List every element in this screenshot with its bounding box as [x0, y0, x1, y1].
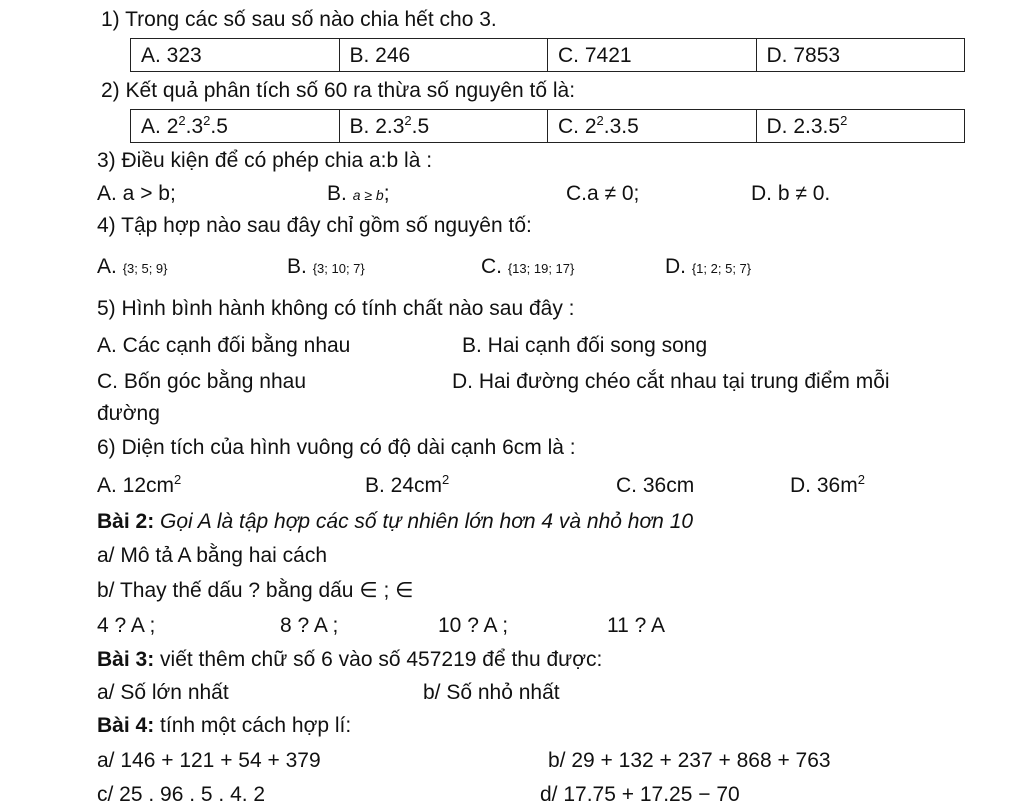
q2-option-d: D. 2.3.5$^2$ [756, 110, 965, 143]
q1-option-d: D. 7853 [756, 39, 965, 72]
bai2-item-11: 11 ? A [607, 614, 665, 637]
bai2-heading: Bài 2: Gọi A là tập hợp các số tự nhiên lớn hơn 4 và nhỏ hơn 10 [97, 510, 694, 533]
bai4-part-b: b/ 29 + 132 + 237 + 868 + 763 [548, 749, 831, 772]
q5-option-c: C. Bốn góc bằng nhau [97, 370, 306, 393]
q4-option-c: C. {13; 19; 17} [481, 255, 575, 278]
q1-option-a: A. 323 [131, 39, 340, 72]
q1-option-c: C. 7421 [548, 39, 757, 72]
q3-option-c: C.a ≠ 0; [566, 182, 640, 205]
q1-options-table [130, 38, 965, 72]
bai4-part-c: c/ 25 . 96 . 5 . 4. 2 [97, 783, 266, 806]
q3-question: 3) Điều kiện để có phép chia a:b là : [97, 149, 433, 172]
q5-option-d: D. Hai đường chéo cắt nhau tại trung điểm mỗi [452, 370, 890, 393]
bai4-part-a: a/ 146 + 121 + 54 + 379 [97, 749, 321, 772]
bai4-part-d: d/ 17.75 + 17.25 − 70 [540, 783, 740, 806]
q6-option-b: B. $24cm^2$ [365, 472, 450, 497]
q4-question: 4) Tập hợp nào sau đây chỉ gồm số nguyên tố: [97, 214, 532, 237]
q5-option-b: B. Hai cạnh đối song song [462, 334, 708, 357]
bai2-item-4: 4 ? A ; [97, 614, 156, 637]
q3-option-a: A. a > b; [97, 182, 176, 205]
q4-option-a: A. {3; 5; 9} [97, 255, 168, 278]
bai3-heading: Bài 3: viết thêm chữ số 6 vào số 457219 để thu được: [97, 648, 603, 671]
q5-option-a: A. Các cạnh đối bằng nhau [97, 334, 351, 357]
q2-question: 2) Kết quả phân tích số 60 ra thừa số nguyên tố là: [101, 79, 576, 102]
bai3-part-b: b/ Số nhỏ nhất [423, 681, 560, 704]
q3-option-d: D. b ≠ 0. [751, 182, 831, 205]
q5-option-d-continued: đường [97, 402, 160, 425]
q2-option-a: A. $2^2.3^2.5$ [131, 110, 340, 143]
q3-option-b: B. a ≥ b; [327, 182, 390, 205]
q4-option-d: D. {1; 2; 5; 7} [665, 255, 752, 278]
q1-question: 1) Trong các số sau số nào chia hết cho 3. [101, 8, 497, 31]
bai4-heading: Bài 4: tính một cách hợp lí: [97, 714, 352, 737]
q6-option-c: C. 36cm [616, 474, 695, 497]
bai2-part-a: a/ Mô tả A bằng hai cách [97, 544, 327, 567]
bai3-part-a: a/ Số lớn nhất [97, 681, 229, 704]
bai2-part-b: b/ Thay thế dấu ? bằng dấu ∈ ; ∈ [97, 579, 414, 602]
bai2-item-8: 8 ? A ; [280, 614, 339, 637]
q6-option-a: A. $12cm^2$ [97, 472, 182, 497]
q1-option-b: B. 246 [339, 39, 548, 72]
q6-option-d: D. $36m^2$ [790, 472, 865, 497]
q2-option-b: B. $2.3^2.5$ [339, 110, 548, 143]
q6-question: 6) Diện tích của hình vuông có độ dài cạnh 6cm là : [97, 436, 576, 459]
q4-option-b: B. {3; 10; 7} [287, 255, 365, 278]
q5-question: 5) Hình bình hành không có tính chất nào sau đây : [97, 297, 575, 320]
bai2-item-10: 10 ? A ; [438, 614, 509, 637]
q2-option-c: C. $2^2.3.5$ [548, 110, 757, 143]
q2-options-table [130, 109, 965, 143]
